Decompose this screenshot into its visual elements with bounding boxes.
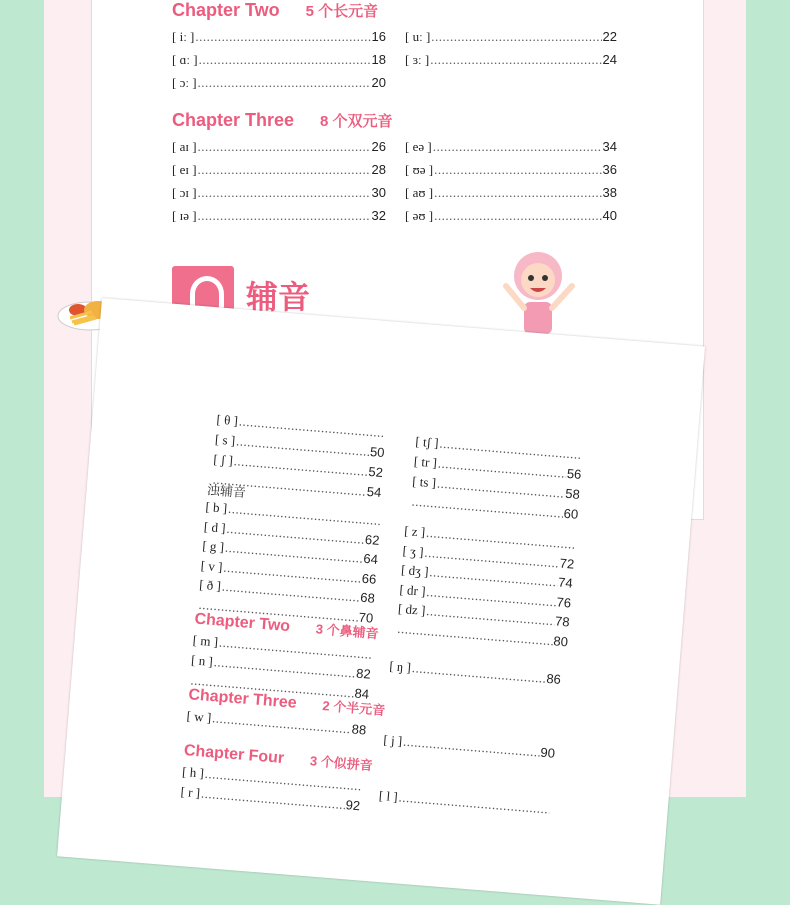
- page-number: 86: [545, 670, 562, 688]
- toc-entry[interactable]: [172, 185, 386, 201]
- dot-leader: [198, 185, 371, 201]
- page-number: 20: [371, 75, 386, 90]
- phonetic-symbol: [ tʃ ]: [414, 433, 440, 451]
- section-title: 辅音: [246, 279, 311, 315]
- phonetic-symbol: [ ts ]: [411, 473, 437, 491]
- phonetic-symbol: [ ɔɪ ]: [172, 185, 197, 200]
- dot-leader: [199, 52, 371, 68]
- phonetic-symbol: [ ɪə ]: [172, 208, 197, 223]
- chapter-title: Chapter Three: [187, 686, 298, 712]
- page-number: 52: [367, 463, 384, 481]
- chapter-subtitle: 3 个似拼音: [309, 753, 374, 774]
- front-page: [57, 298, 705, 905]
- page-number: 58: [564, 485, 581, 502]
- dot-leader: [403, 734, 541, 761]
- toc-entry[interactable]: [172, 75, 386, 91]
- toc-entry[interactable]: [172, 52, 386, 68]
- page-number: 60: [563, 505, 579, 522]
- phonetic-symbol: [ eɪ ]: [172, 162, 197, 177]
- page-number: 30: [371, 185, 386, 200]
- phonetic-symbol: [ iː ]: [172, 29, 195, 44]
- phonetic-symbol: [ s ]: [214, 431, 236, 449]
- chapter-subtitle: 2 个半元音: [321, 698, 386, 719]
- dot-leader: [195, 29, 370, 45]
- dot-leader: [433, 139, 602, 155]
- phonetic-symbol: [ w ]: [186, 708, 212, 726]
- toc-entry[interactable]: [383, 732, 556, 762]
- phonetic-symbol: [ θ ]: [216, 411, 239, 429]
- page-number: 90: [539, 744, 556, 761]
- page-number: 82: [355, 665, 372, 682]
- page-number: 18: [371, 52, 386, 67]
- page-number: 26: [371, 139, 386, 154]
- phonetic-symbol: [ uː ]: [405, 29, 431, 44]
- chapter-subtitle: 8 个双元音: [320, 113, 393, 130]
- toc-entry[interactable]: [405, 29, 617, 45]
- dot-leader: [430, 52, 601, 68]
- toc-entry[interactable]: [172, 139, 386, 155]
- phonetic-symbol: [ dʒ ]: [400, 561, 430, 580]
- page-number: 78: [554, 613, 571, 630]
- page-number: 40: [602, 208, 617, 223]
- phonetic-symbol: [ z ]: [403, 523, 426, 540]
- chapter-subtitle: 5 个长元音: [305, 3, 379, 20]
- dot-leader: [398, 789, 550, 817]
- phonetic-symbol: [ j ]: [382, 732, 403, 749]
- chapter-subtitle: 3 个鼻辅音: [315, 621, 380, 642]
- phonetic-symbol: [ ʒ ]: [402, 542, 425, 560]
- phonetic-symbol: [ m ]: [192, 632, 219, 650]
- phonetic-symbol: [ n ]: [190, 652, 214, 670]
- chapter-title: Chapter Two: [172, 0, 280, 20]
- page-number: 80: [552, 632, 569, 649]
- toc-entry[interactable]: [378, 788, 551, 818]
- page-number: 84: [354, 685, 370, 702]
- phonetic-symbol: [ g ]: [201, 537, 225, 555]
- page-number: 68: [359, 589, 376, 606]
- phonetic-symbol: [ dz ]: [397, 600, 427, 618]
- toc-entry[interactable]: [172, 162, 386, 178]
- dot-leader: [411, 660, 546, 687]
- page-number: 64: [362, 550, 379, 567]
- dot-leader: [434, 208, 601, 224]
- toc-entry[interactable]: [405, 139, 617, 155]
- dot-leader: [431, 29, 601, 45]
- phonetic-symbol: [ dr ]: [399, 581, 427, 599]
- chapter-title: Chapter Two: [193, 610, 291, 636]
- page-number: 50: [369, 444, 386, 461]
- page-number: 32: [371, 208, 386, 223]
- dot-leader: [434, 185, 601, 201]
- phonetic-symbol: [ b ]: [205, 499, 228, 516]
- page-number: 62: [364, 531, 381, 548]
- page-number: 56: [566, 465, 582, 482]
- phonetic-symbol: [ tr ]: [413, 453, 438, 471]
- phonetic-symbol: [ aɪ ]: [172, 139, 197, 154]
- chapter-two-heading: [172, 0, 378, 21]
- dot-leader: [434, 162, 601, 178]
- dot-leader: [198, 139, 371, 155]
- toc-entry[interactable]: [389, 658, 562, 688]
- page-number: 70: [358, 609, 374, 626]
- dot-leader: [198, 75, 371, 91]
- phonetic-symbol: [ ɑː ]: [172, 52, 198, 67]
- phonetic-symbol: [ ɜː ]: [405, 52, 430, 67]
- phonetic-symbol: [ ɔː ]: [172, 75, 197, 90]
- page-number: 88: [351, 721, 367, 738]
- toc-entry[interactable]: [405, 162, 617, 178]
- page-number: 72: [559, 555, 575, 572]
- voiced-consonant-label: 浊辅音: [206, 483, 247, 502]
- phonetic-symbol: [ aʊ ]: [405, 185, 434, 200]
- toc-entry[interactable]: [172, 208, 386, 224]
- phonetic-symbol: [ eə ]: [405, 139, 432, 154]
- page-number: 54: [366, 483, 382, 501]
- page-number: 22: [602, 29, 617, 44]
- phonetic-symbol: [ h ]: [181, 763, 205, 781]
- page-number: 36: [602, 162, 617, 177]
- page-number: 34: [602, 139, 617, 154]
- dot-leader: [198, 162, 371, 178]
- toc-entry[interactable]: [405, 208, 617, 224]
- phonetic-symbol: [ v ]: [200, 557, 224, 575]
- phonetic-symbol: [ d ]: [203, 518, 227, 536]
- toc-entry[interactable]: [405, 185, 617, 201]
- page-number: 74: [557, 574, 574, 591]
- page-number: 16: [371, 29, 386, 44]
- dot-leader: [198, 208, 371, 224]
- phonetic-symbol: [ ʊə ]: [405, 162, 434, 177]
- page-number: 28: [371, 162, 386, 177]
- toc-entry[interactable]: [405, 52, 617, 68]
- page-number: 66: [361, 570, 377, 587]
- phonetic-symbol: [ l ]: [378, 787, 399, 805]
- chapter-three-heading: [172, 110, 393, 131]
- chapter-title: Chapter Three: [172, 110, 295, 130]
- phonetic-symbol: [ əʊ ]: [405, 208, 434, 223]
- phonetic-symbol: [ ð ]: [198, 576, 222, 594]
- page-number: 38: [602, 185, 617, 200]
- chapter-title: Chapter Four: [183, 742, 285, 768]
- phonetic-symbol: [ ʃ ]: [212, 451, 234, 468]
- page-number: 92: [345, 797, 361, 814]
- phonetic-symbol: [ r ]: [180, 783, 201, 801]
- page-number: 24: [602, 52, 617, 67]
- toc-entry[interactable]: [172, 29, 386, 45]
- page-number: 76: [556, 593, 572, 611]
- phonetic-symbol: [ ŋ ]: [388, 658, 412, 675]
